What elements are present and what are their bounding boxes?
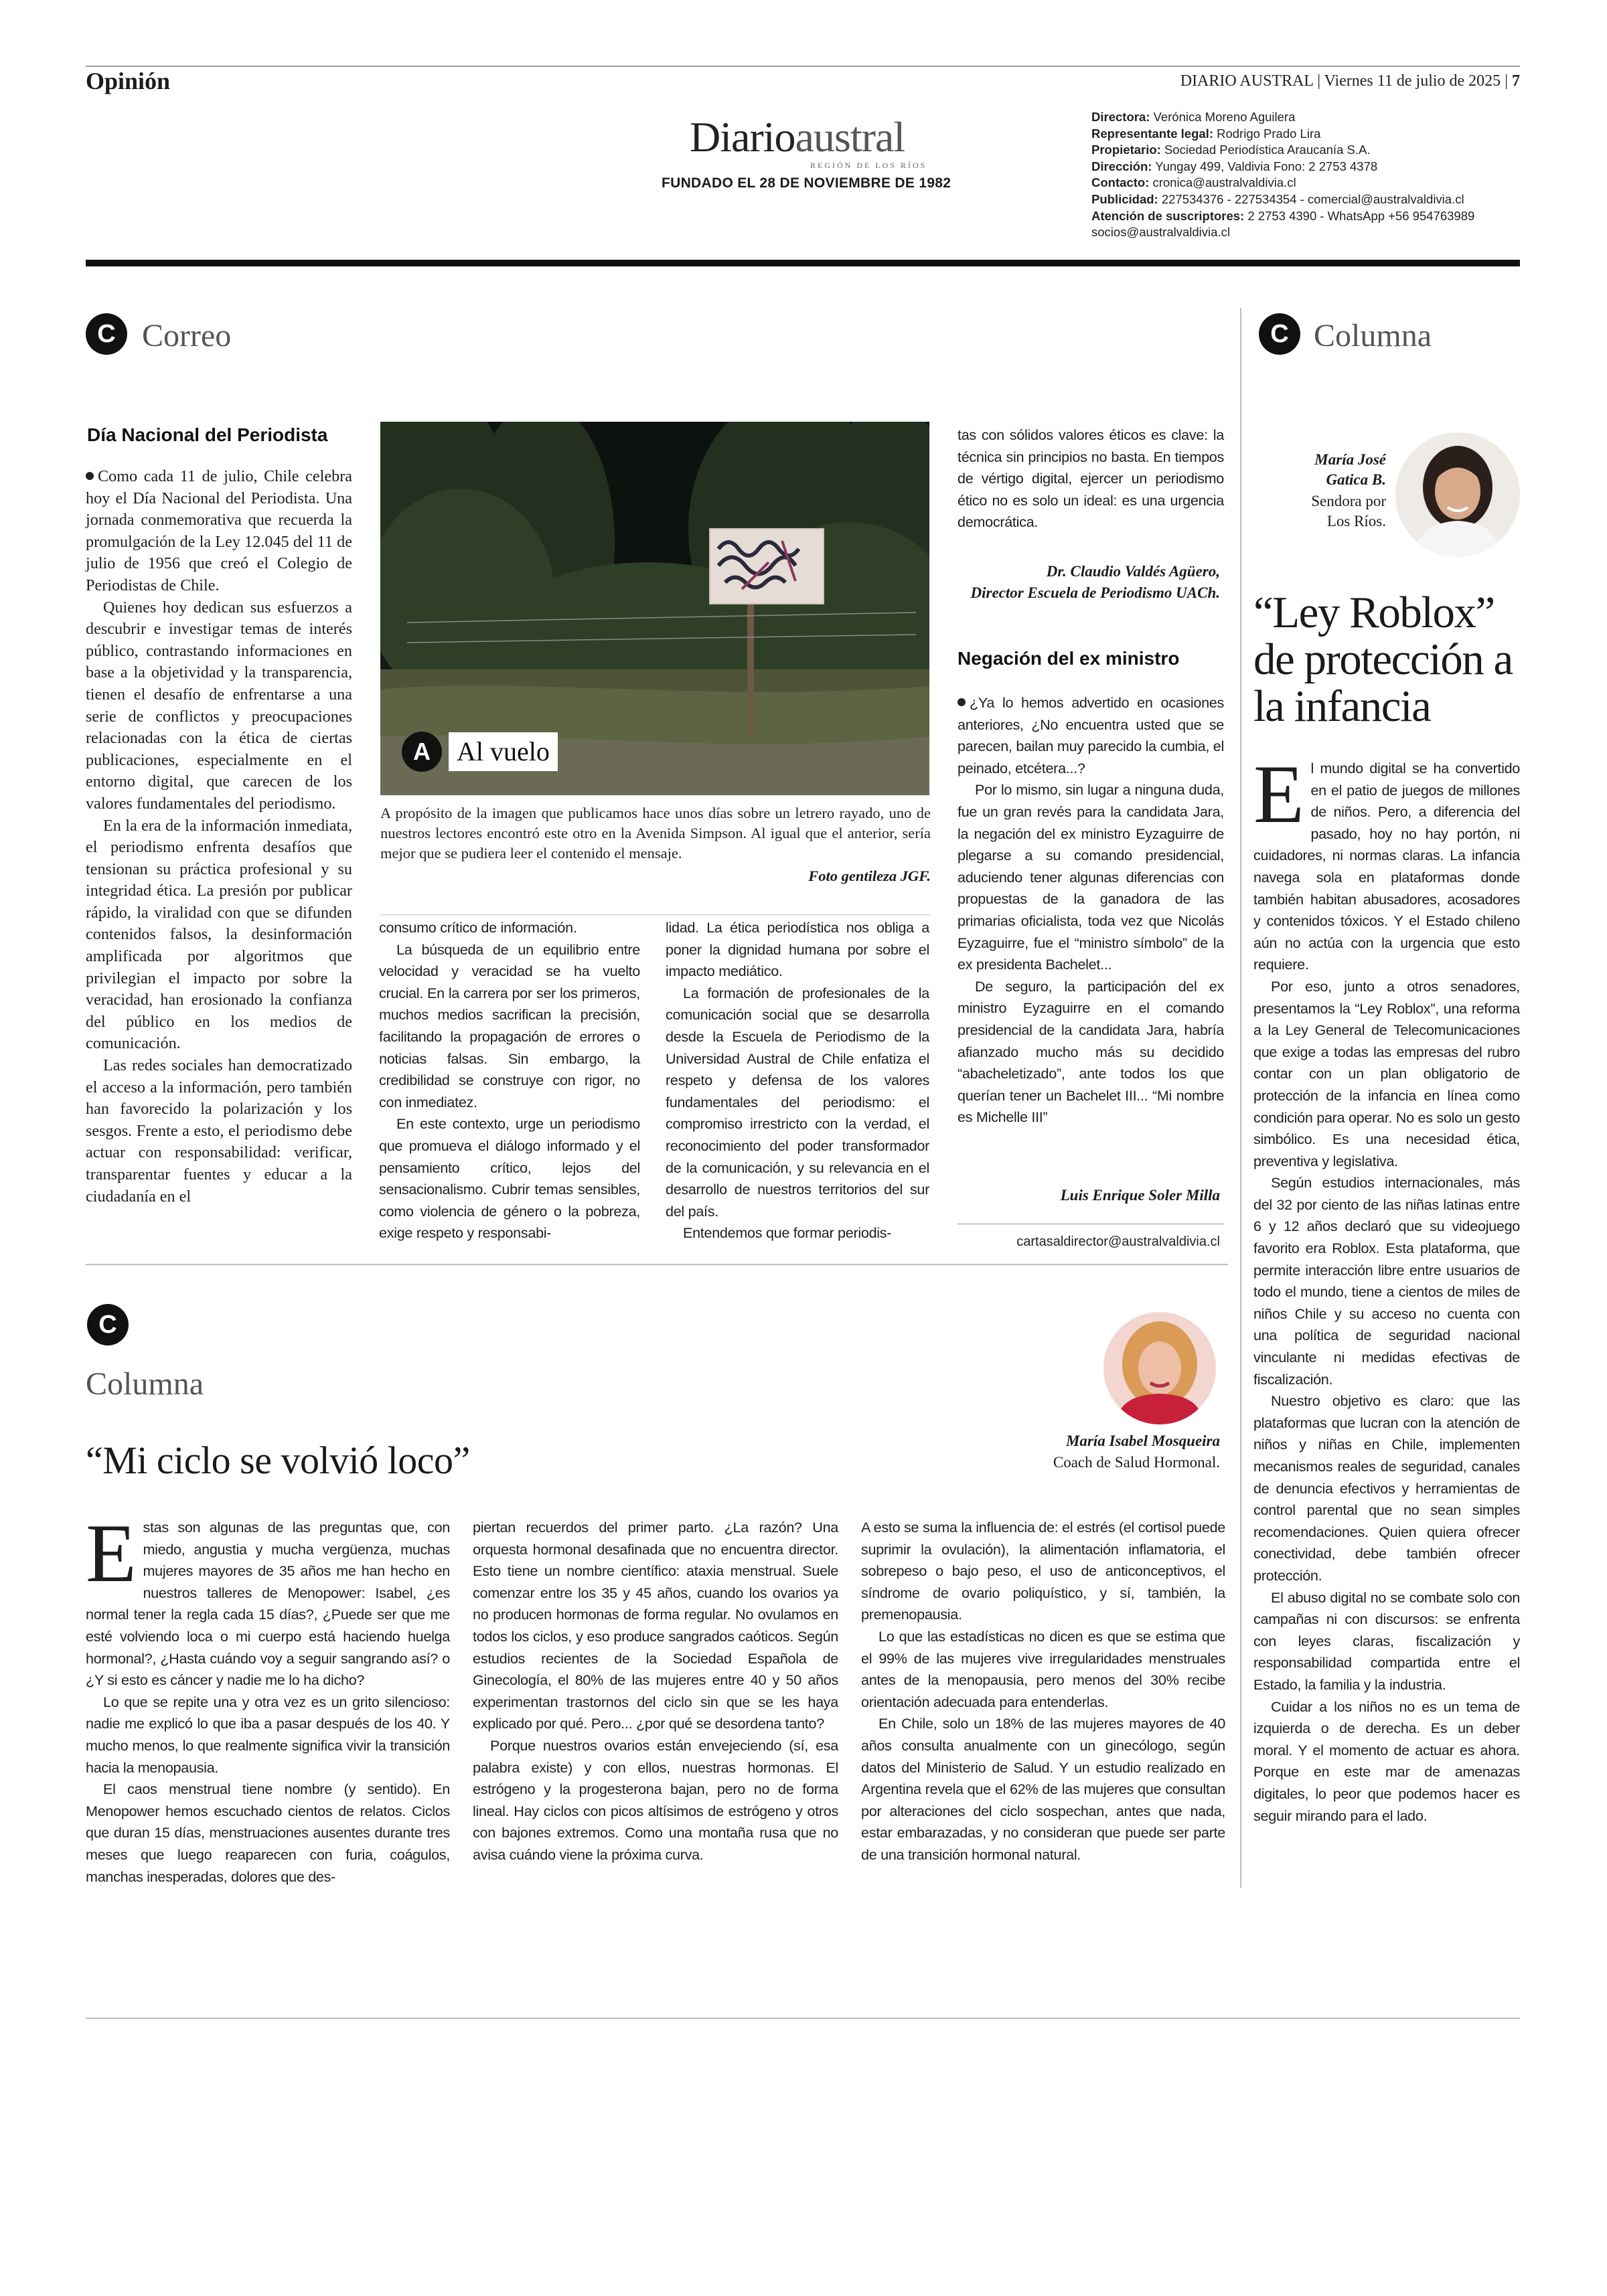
columna-bottom-c-icon: C bbox=[87, 1304, 129, 1345]
staff-key: Atención de suscriptores: bbox=[1091, 208, 1245, 223]
staff-key: Dirección: bbox=[1091, 159, 1152, 173]
staff-value: Rodrigo Prado Lira bbox=[1213, 126, 1321, 141]
columna-bottom-p5: Porque nuestros ovarios están envejeciendo (sí, esa palabra existe) y con ellos, nuestras hormonas. El estrógeno y la progesterona bajan, pero no de forma lineal. Hay ciclos con picos altísimos de estrógeno y otros con bajones extremos. Como una montaña rusa que no avisa cuándo viene la próxima curva. bbox=[473, 1736, 838, 1863]
folio-page: 7 bbox=[1512, 72, 1520, 90]
staff-row bbox=[1091, 191, 1520, 208]
columna-right-author-name: María José Gatica B. bbox=[1314, 451, 1386, 488]
staff-row bbox=[1091, 224, 1520, 241]
author-photo-icon bbox=[1103, 1312, 1216, 1424]
staff-key: Directora: bbox=[1091, 110, 1150, 124]
staff-value: Verónica Moreno Aguilera bbox=[1150, 110, 1296, 124]
masthead-part2: austral bbox=[795, 113, 905, 161]
staff-key: Publicidad: bbox=[1091, 191, 1158, 206]
letter2-headline: Negación del ex ministro bbox=[958, 648, 1180, 669]
staff-value: 2 2753 4390 - WhatsApp +56 954763989 bbox=[1244, 208, 1475, 223]
masthead-subtitle: REGIÓN DE LOS RÍOS bbox=[810, 161, 927, 170]
staff-row bbox=[1091, 175, 1520, 191]
columna-right-p4: Nuestro objetivo es claro: que las plataformas que lucran con la atención de niños y niñas en Chile, implementen mecanismos reales de seguridad, canales de denuncia efectivos y herramientas de control parental que no sean simples recomendaciones. Quien quiera ofrecer conectividad, debe también ofrecer protección. bbox=[1253, 1392, 1520, 1584]
columna-bottom-p3: El caos menstrual tiene nombre (y sentido). En Menopower hemos escuchado cientos de relatos. Ciclos que duran 15 días, menstruaciones ausentes durante tres meses que luego reaparecen con furia, coágulos, manchas inesperadas, dolores que des- bbox=[86, 1781, 450, 1885]
letter1-p2: Quienes hoy dedican sus esfuerzos a descubrir e investigar temas de interés público, contrastando informaciones en base a la objetividad y la transparencia, tienen el desafío de enfrentarse a una serie de conflictos y preocupaciones relacionadas con la ética de ciertas publicaciones, especialmente en el entorno digital, que carecen de los valores fundamentales del periodismo. bbox=[86, 598, 352, 813]
top-rule bbox=[86, 66, 1520, 67]
letter1-p6: La búsqueda de un equilibrio entre velocidad y veracidad se ha vuelto crucial. En la carrera por ser los primeros, muchos medios sacrifican la precisión, facilitando la propagación de errores o noticias falsas. Sin embargo, la credibilidad se construye con rigor, no con inmediatez. bbox=[379, 940, 640, 1111]
staff-row bbox=[1091, 142, 1520, 159]
folio-separator: | bbox=[1317, 72, 1324, 90]
al-vuelo-a-icon: A bbox=[402, 732, 442, 772]
letter2-signature: Luis Enrique Soler Milla bbox=[1060, 1187, 1220, 1204]
masthead-part1: Diario bbox=[690, 113, 795, 161]
columna-right-section-title: Columna bbox=[1314, 318, 1432, 353]
staff-row bbox=[1091, 208, 1520, 225]
header-thick-rule bbox=[86, 260, 1520, 266]
staff-key: Propietario: bbox=[1091, 143, 1161, 157]
correo-section-title: Correo bbox=[142, 318, 232, 353]
columna-right-p1: El mundo digital se ha convertido en el patio de juegos de millones de niños. Pero, a diferencia del pasado, hoy no hay portón, ni cuidadores, ni normas claras. La infancia navega sola en plataformas donde también habitan abusadores, acosadores y contenidos tóxicos. Y el Estado chileno aún no actúa con la urgencia que esto requiere. bbox=[1253, 748, 1520, 973]
correo-c-icon: C bbox=[86, 313, 127, 355]
columna-bottom-p6: A esto se suma la influencia de: el estrés (el cortisol puede suprimir la ovulación), la alimentación inflamatoria, el sobrepeso o bajo peso, el uso de anticonceptivos, el síndrome de ovario poliquístico, y sí, también, la premenopausia. bbox=[861, 1519, 1225, 1623]
columna-bottom-section-title: Columna bbox=[86, 1366, 204, 1402]
columna-bottom-p1: Estas son algunas de las preguntas que, con miedo, angustia y mucha vergüenza, muchas mujeres mayores de 35 años me han hecho en nuestros talleres de Menopower: Isabel, ¿es normal tener la regla cada 15 días?, ¿Puede ser que me esté volviendo loca o mi cuerpo está haciendo huelga hormonal?, ¿Hasta cuándo voy a seguir sangrando así? o ¿Y si esto es cáncer y nadie me lo ha dicho? bbox=[86, 1507, 450, 1689]
columna-bottom-p8: En Chile, solo un 18% de las mujeres mayores de 40 años consulta anualmente con un ginecólogo, según datos del Ministerio de Salud. Y un estudio realizado en Argentina revela que el 62% de las mujeres que consultan por alteraciones del ciclo sospechan, antes que nada, estar embarazadas, y no consideran que puede ser parte de una transición hormonal natural. bbox=[861, 1715, 1225, 1863]
correo-bottom-rule bbox=[86, 1264, 1228, 1265]
columna-bottom-avatar bbox=[1103, 1312, 1216, 1424]
staff-row bbox=[1091, 159, 1520, 175]
columna-bottom-col3 bbox=[861, 1517, 1225, 1866]
columna-bottom-p2: Lo que se repite una y otra vez es un grito silencioso: nadie me explicó lo que iba a pasar después de los 40. Y mucho menos, lo que realmente significa vivir la transición hacia la menopausia. bbox=[86, 1693, 450, 1776]
letter1-sig-role: Director Escuela de Periodismo UACh. bbox=[970, 584, 1220, 601]
letter1-col1 bbox=[86, 466, 352, 1208]
letter2-body bbox=[958, 692, 1224, 1129]
staff-row bbox=[1091, 126, 1520, 143]
folio-paper: DIARIO AUSTRAL bbox=[1180, 72, 1314, 90]
columna-right-p2: Por eso, junto a otros senadores, presentamos la “Ley Roblox”, una reforma a la Ley General de Telecomunicaciones que exige a todas las empresas del rubro contar con un plan obligatorio de protección de la infancia en línea como condición para operar. No es solo un gesto simbólico. Es una necesidad ética, preventiva y legislativa. bbox=[1253, 977, 1520, 1169]
photo-credit: Foto gentileza JGF. bbox=[808, 868, 931, 884]
columna-right-c-icon: C bbox=[1259, 313, 1300, 355]
staff-value: Sociedad Periodística Araucanía S.A. bbox=[1160, 143, 1371, 157]
letter1-p4: Las redes sociales han democratizado el acceso a la información, pero también han favorecido la polarización y los sesgos. Frente a esto, el periodismo debe actuar con responsabilidad: verificar, transparentar fuentes y educar a la ciudadanía en el bbox=[86, 1056, 352, 1206]
right-column-divider bbox=[1240, 308, 1241, 1888]
staff-value: Yungay 499, Valdivia Fono: 2 2753 4378 bbox=[1152, 159, 1378, 173]
staff-key: Representante legal: bbox=[1091, 126, 1213, 141]
columna-right-avatar bbox=[1395, 432, 1520, 557]
folio-date: Viernes 11 de julio de 2025 bbox=[1324, 72, 1501, 90]
masthead-logo bbox=[690, 112, 905, 162]
columna-right-p3: Según estudios internacionales, más del 32 por ciento de las niñas latinas entre 6 y 12 años declaró que su videojuego favorito era Roblox. Esta plataforma, que permite interacción libre entre usuarios de todo el mundo, tiene a cientos de miles de niños Chile y su acceso no cuenta con una política de seguridad nacional vinculante ni medidas efectivas de fiscalización. bbox=[1253, 1174, 1520, 1388]
letter2-p2: Por lo mismo, sin lugar a ninguna duda, fue un gran revés para la candidata Jara, la negación del ex ministro Eyzaguirre de plegarse a su comando presidencial, aduciendo tener algunas diferencias con propuestas de la ganadora de las primarias oficialista, toda vez que Nicolás Eyzaguirre, fue el “ministro símbolo” de la ex presidenta Bachelet... bbox=[958, 781, 1224, 973]
columna-right-p5: El abuso digital no se combate solo con campañas ni con discursos: se enfrenta con leyes claras, fiscalización y responsabilidad compartida entre el Estado, la familia y la industria. bbox=[1253, 1588, 1520, 1693]
letter1-p11: tas con sólidos valores éticos es clave: la técnica sin principios no basta. En tiempos de vértigo digital, ejercer un periodismo ético no es solo un ideal: es una urgencia democrática. bbox=[958, 426, 1224, 531]
bullet-icon bbox=[86, 472, 94, 480]
letter1-p10: Entendemos que formar periodis- bbox=[683, 1224, 892, 1242]
columna-right-title: “Ley Roblox” de protección a la infancia bbox=[1253, 588, 1513, 731]
folio bbox=[1180, 72, 1520, 90]
letter1-col4 bbox=[958, 424, 1224, 534]
columna-right-p6: Cuidar a los niños no es un tema de izquierda o de derecha. Es un deber moral. Y el momento de actuar es ahora. Porque en este mar de amenazas digitales, lo peor que podemos hacer es seguir mirando para el lado. bbox=[1253, 1698, 1520, 1824]
columna-bottom-p7: Lo que las estadísticas no dicen es que se estima que el 99% de las mujeres vive irregularidades menstruales antes de la menopausia, pero menos del 30% recibe orientación adecuada para entenderlas. bbox=[861, 1627, 1225, 1710]
al-vuelo-badge bbox=[402, 730, 558, 774]
columna-bottom-title: “Mi ciclo se volvió loco” bbox=[86, 1439, 470, 1482]
letter1-p3: En la era de la información inmediata, el periodismo enfrenta desafíos que tensionan su práctica profesional y su integridad ética. La presión por publicar rápido, la viralidad con que se difunden contenidos falsos, la desinformación amplificada por algoritmos que privilegian el impacto por sobre la veracidad, han erosionado la confianza del público en los medios de comunicación. bbox=[86, 816, 352, 1053]
letter1-p8: lidad. La ética periodística nos obliga a poner la dignidad humana por sobre el impacto mediático. bbox=[666, 919, 929, 980]
letter1-p1: Como cada 11 de julio, Chile celebra hoy el Día Nacional del Periodista. Una jornada conmemorativa que recuerda la promulgación de la Ley 12.045 del 11 de julio de 1956 que creó el Colegio de Periodistas de Chile. bbox=[86, 467, 352, 594]
folio-separator: | bbox=[1505, 72, 1512, 90]
founded-line: FUNDADO EL 28 DE NOVIEMBRE DE 1982 bbox=[662, 175, 951, 191]
columna-bottom-col1 bbox=[86, 1507, 450, 1888]
columna-right-body bbox=[1253, 748, 1520, 1827]
staff-value: 227534376 - 227534354 - comercial@australvaldivia.cl bbox=[1158, 191, 1464, 206]
section-label: Opinión bbox=[86, 68, 171, 94]
staff-row bbox=[1091, 109, 1520, 126]
letter2-p3: De seguro, la participación del ex ministro Eyzaguirre en el comando presidencial de la candidata Jara, habría afianzado mucho más su decidido “abacheletizado”, ante todos los que querían tener un Bachelet III... “Mi nombre es Michelle III” bbox=[958, 977, 1224, 1126]
letter1-signature bbox=[971, 561, 1220, 604]
caption-rule bbox=[380, 914, 931, 915]
letter1-p9: La formación de profesionales de la comunicación social que se desarrolla desde la Escuela de Periodismo de la Universidad Austral de Chile enfatiza el respeto y defensa de los valores fundamentales del periodismo: el compromiso irrestricto con la verdad, el reconocimiento del poder transformador de la comunicación, y su relevancia en el desarrollo de nuestros territorios del sur del país. bbox=[666, 984, 929, 1220]
al-vuelo-label: Al vuelo bbox=[449, 732, 558, 771]
letter1-p5: consumo crítico de información. bbox=[379, 919, 577, 936]
letter1-col3 bbox=[666, 917, 929, 1244]
letter1-headline: Día Nacional del Periodista bbox=[87, 424, 328, 445]
letter1-col2 bbox=[379, 917, 640, 1244]
columna-bottom-author-name: María Isabel Mosqueira bbox=[1065, 1432, 1220, 1449]
staff-value: socios@australvaldivia.cl bbox=[1091, 225, 1230, 240]
letter2-p1: ¿Ya lo hemos advertido en ocasiones anteriores, ¿No encuentra usted que se parecen, bailan muy parecido la cumbia, el peinado, etcétera...? bbox=[958, 694, 1224, 776]
letters-email: cartasaldirector@australvaldivia.cl bbox=[1016, 1234, 1220, 1249]
columna-bottom-p4: piertan recuerdos del primer parto. ¿La razón? Una orquesta hormonal desafinada que no encuentra director. Esto tiene un nombre científico: ataxia menstrual. Suele comenzar entre los 35 y 45 años, cuando los ovarios ya no producen hormonas de forma regular. No ovulamos en todos los ciclos, y eso produce sangrados caóticos. Según estudios recientes de la Sociedad Española de Ginecología, el 80% de las mujeres entre 40 y 50 años experimentan trastornos del ciclo sin que se les haya explicado por qué. Pero... ¿por qué se desordena tanto? bbox=[473, 1519, 838, 1732]
author-photo-icon bbox=[1395, 432, 1520, 557]
letter1-p7: En este contexto, urge un periodismo que promueva el diálogo informado y el pensamiento crítico, lejos del sensacionalismo. Cubrir temas sensibles, como violencia de género o la pobreza, exige respeto y responsabi- bbox=[379, 1115, 640, 1242]
dropcap: E bbox=[86, 1507, 137, 1599]
photo-caption: A propósito de la imagen que publicamos hace unos días sobre un letrero rayado, uno de nuestros lectores encontró este otro en la Avenida Simpson. Al igual que el anterior, sería mejor que se pudiera leer el contenido el mensaje. bbox=[380, 805, 931, 862]
staff-key: Contacto: bbox=[1091, 175, 1150, 190]
columna-bottom-author-role: Coach de Salud Hormonal. bbox=[1053, 1454, 1220, 1471]
page-bottom-rule bbox=[86, 2018, 1520, 2019]
staff-value: cronica@australvaldivia.cl bbox=[1149, 175, 1296, 190]
staff-box bbox=[1091, 109, 1520, 241]
columna-bottom-col2 bbox=[473, 1517, 838, 1866]
columna-right-author-role: Sendora por Los Ríos. bbox=[1311, 493, 1386, 529]
letter1-sig-name: Dr. Claudio Valdés Agüero, bbox=[1046, 563, 1220, 580]
dropcap: E bbox=[1253, 748, 1304, 840]
bullet-icon bbox=[958, 698, 966, 706]
